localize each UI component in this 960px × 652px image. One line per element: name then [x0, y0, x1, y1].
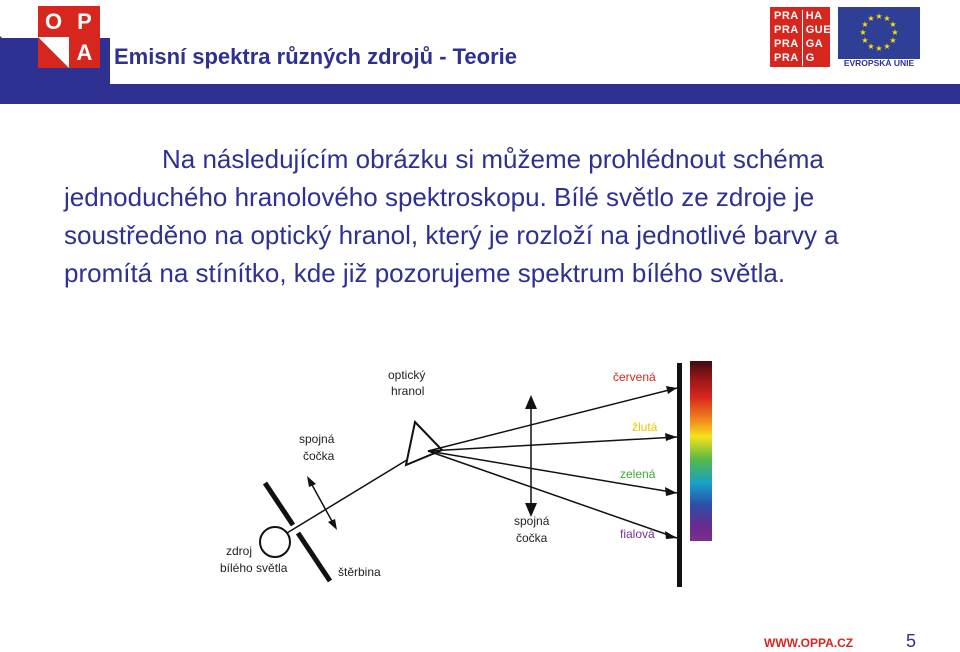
- praha-logo: [770, 7, 830, 67]
- arrow-yellow: [665, 433, 677, 441]
- prism-icon: [406, 422, 442, 465]
- source-label-1: zdroj: [226, 544, 253, 558]
- svg-text:★: ★: [875, 44, 883, 53]
- lens1-arrow-top: [307, 476, 316, 487]
- lens2-label-2: čočka: [516, 531, 548, 545]
- body-paragraph: [64, 140, 924, 292]
- prism-label-2: hranol: [391, 384, 425, 398]
- slide-header: [0, 0, 960, 104]
- arrow-red: [666, 386, 677, 394]
- ray-yellow: [428, 437, 677, 451]
- eu-logo: [838, 7, 918, 69]
- svg-text:★: ★: [859, 28, 867, 37]
- source-label-2: bílého světla: [220, 561, 288, 575]
- lens2-arrow-top: [525, 395, 537, 409]
- lens1-label-1: spojná: [299, 432, 335, 446]
- label-red: červená: [613, 370, 656, 384]
- praha-logo-cell: PRA: [774, 24, 799, 36]
- footer-url-link[interactable]: WWW.OPPA.CZ: [764, 636, 854, 650]
- spectroscope-diagram: [210, 355, 730, 595]
- praha-logo-cell: G: [802, 52, 834, 66]
- slit-lower: [298, 533, 330, 581]
- eu-logo-label: EVROPSKÁ UNIE: [843, 58, 915, 68]
- slit-upper: [265, 483, 293, 525]
- praha-logo-cell: GUE: [802, 24, 834, 38]
- prism-label-1: optický: [388, 368, 426, 382]
- lens1-arrow-bottom: [328, 519, 337, 530]
- svg-text:★: ★: [891, 28, 899, 37]
- light-source-icon: [260, 527, 290, 557]
- opp-logo-blank: [38, 37, 69, 68]
- screen-bar: [677, 363, 682, 587]
- ray-violet: [428, 451, 677, 538]
- eu-flag-icon: [838, 7, 920, 59]
- lens1-label-2: čočka: [303, 449, 335, 463]
- slit-label: štěrbina: [338, 565, 381, 579]
- arrow-green: [665, 487, 677, 496]
- opp-logo-letter: A: [69, 37, 100, 68]
- opp-logo-letter: O: [38, 6, 69, 37]
- paragraph-text: Na následujícím obrázku si můžeme prohlédnout schéma jednoduchého hranolového spektroskopu. Bílé světlo ze zdroje je soustředěno na optický hranol, který je rozloží na jednotlivé barvy a promítá na stínítko, kde již pozorujeme spektrum bílého světla.: [64, 144, 839, 288]
- praha-logo-cell: PRA: [774, 38, 799, 50]
- svg-text:★: ★: [867, 42, 875, 51]
- praha-logo-grid: [774, 10, 834, 66]
- svg-text:★: ★: [867, 14, 875, 23]
- svg-text:★: ★: [861, 20, 869, 29]
- label-yellow: žlutá: [632, 420, 658, 434]
- praha-logo-cell: PRA: [774, 52, 799, 64]
- praha-logo-cell: GA: [802, 38, 834, 52]
- slide-title: Emisní spektra různých zdrojů - Teorie: [114, 44, 518, 69]
- svg-text:★: ★: [883, 14, 891, 23]
- arrow-violet: [665, 531, 677, 539]
- praha-logo-cell: PRA: [774, 10, 799, 22]
- svg-text:★: ★: [875, 12, 883, 21]
- ray-incident: [287, 455, 415, 533]
- svg-text:★: ★: [889, 20, 897, 29]
- svg-text:★: ★: [861, 36, 869, 45]
- page-number: 5: [906, 631, 917, 651]
- spectrum-strip: [690, 361, 712, 541]
- opp-logo-letter: P: [69, 6, 100, 37]
- svg-text:★: ★: [883, 42, 891, 51]
- praha-logo-cell: HA: [802, 10, 834, 24]
- label-green: zelená: [620, 467, 656, 481]
- label-violet: fialová: [620, 527, 655, 541]
- lens2-label-1: spojná: [514, 514, 550, 528]
- opp-logo: [38, 6, 100, 68]
- svg-text:★: ★: [889, 36, 897, 45]
